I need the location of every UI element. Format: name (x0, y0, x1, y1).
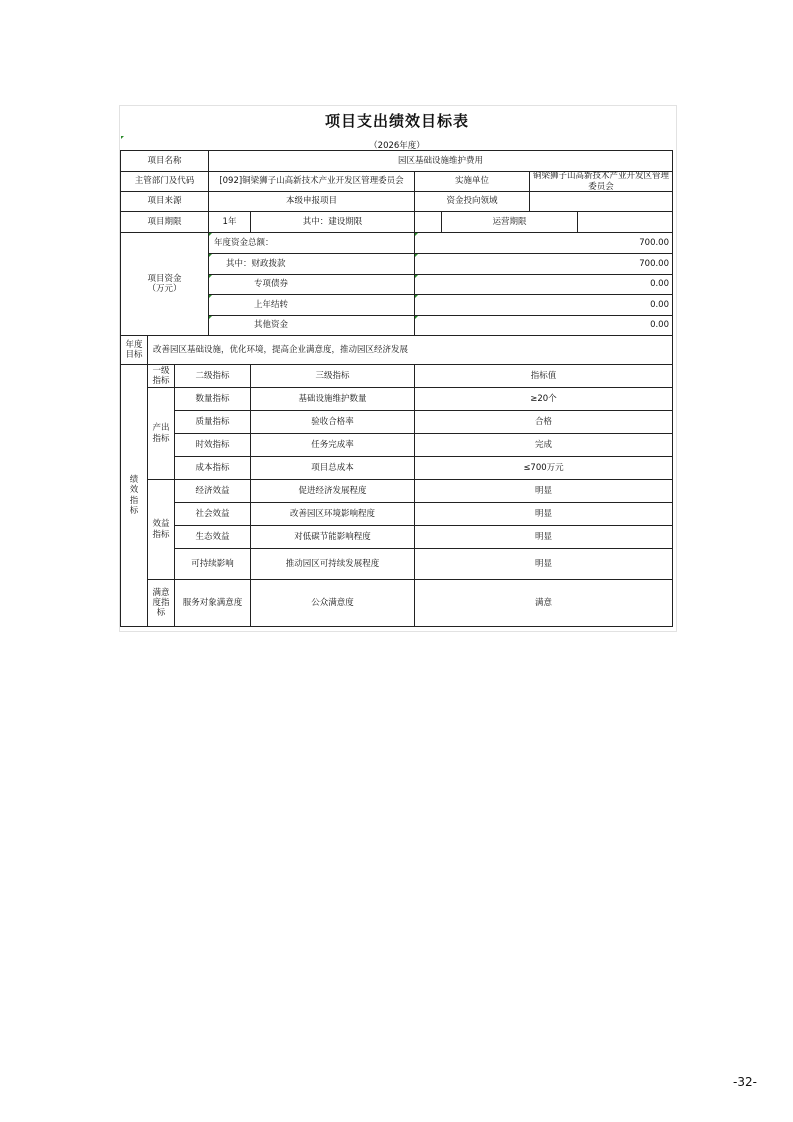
header-value-text: 指标值 (530, 370, 557, 381)
comment-marker-icon (209, 254, 212, 257)
operate-value (577, 211, 673, 233)
operate-label (441, 211, 578, 233)
impl-label (414, 171, 530, 192)
build-value (414, 211, 442, 233)
build-label (250, 211, 415, 233)
header-level1 (147, 364, 175, 388)
impl-value-text: 铜梁狮子山高新技术产业开发区管理委员会 (532, 171, 669, 192)
direction-label (414, 191, 530, 212)
comment-marker-icon (415, 233, 418, 236)
indicator-value-text: 完成 (534, 439, 552, 450)
group-label-text: 满意度指标 (152, 587, 170, 619)
indicator-level2-text: 数量指标 (195, 393, 230, 404)
indicator-level3-text: 推动园区可持续发展程度 (285, 558, 380, 569)
indicator-value (414, 479, 673, 503)
comment-marker-icon (415, 316, 418, 319)
indicator-level2-text: 社会效益 (195, 508, 230, 519)
indicator-level3-text: 项目总成本 (311, 462, 354, 473)
group-label (147, 579, 175, 627)
period-value-text: 1年 (222, 216, 237, 227)
header-level3 (250, 364, 415, 388)
period-label-text: 项目期限 (147, 216, 182, 227)
fund-name-text: 年度资金总额： (214, 237, 274, 248)
indicator-level2-text: 可持续影响 (191, 558, 234, 569)
project-name-label-text: 项目名称 (147, 155, 182, 166)
page-number: -32- (733, 1075, 757, 1089)
fund-name-text: 其中：财政拨款 (226, 258, 286, 269)
indicator-level3-text: 公众满意度 (311, 597, 354, 608)
indicator-value-text: 合格 (534, 416, 552, 427)
build-label-text: 其中：建设期限 (302, 216, 363, 227)
group-label (147, 479, 175, 580)
sheet-title: 项目支出绩效目标表 (324, 112, 469, 130)
direction-value (529, 191, 673, 212)
goal-label-text: 年度目标 (125, 339, 143, 360)
fund-name (208, 274, 415, 295)
indicator-level3-text: 验收合格率 (311, 416, 354, 427)
fund-value-text: 0.00 (650, 320, 669, 331)
indicator-value-text: 满意 (534, 597, 552, 608)
project-name-value (208, 150, 673, 172)
fund-value (414, 253, 673, 275)
indicator-level3 (250, 387, 415, 411)
indicator-value-text: 明显 (534, 558, 552, 569)
goal-label (120, 335, 148, 365)
impl-value (529, 171, 673, 192)
indicator-level3 (250, 433, 415, 457)
fund-name-text: 其他资金 (254, 320, 289, 331)
indicator-level3-text: 任务完成率 (311, 439, 354, 450)
fund-value (414, 294, 673, 316)
goal-text (147, 335, 673, 365)
indicator-value (414, 433, 673, 457)
fund-value-text: 700.00 (639, 237, 669, 248)
indicator-level3 (250, 479, 415, 503)
fund-value (414, 232, 673, 254)
sheet-subtitle: （2026年度） (369, 141, 425, 151)
comment-marker-icon (209, 316, 212, 319)
indicator-level2 (174, 433, 251, 457)
comment-marker-icon (209, 233, 212, 236)
indicator-level2 (174, 502, 251, 526)
indicator-value-text: 明显 (534, 531, 552, 542)
dept-value-text: [092]铜梁狮子山高新技术产业开发区管理委员会 (219, 176, 404, 187)
operate-label-text: 运营期限 (492, 216, 527, 227)
indicator-level3-text: 促进经济发展程度 (298, 485, 367, 496)
header-value (414, 364, 673, 388)
indicator-level3 (250, 548, 415, 580)
fund-value (414, 315, 673, 336)
group-label-text: 产出指标 (152, 423, 170, 444)
fund-name-text: 上年结转 (254, 299, 289, 310)
header-level1-text: 一级指标 (152, 365, 170, 386)
comment-marker-icon (121, 136, 124, 139)
indicator-level3 (250, 410, 415, 434)
direction-label-text: 资金投向领域 (446, 196, 498, 207)
indicator-level3 (250, 456, 415, 480)
dept-label (120, 171, 209, 192)
indicator-level2-text: 生态效益 (195, 531, 230, 542)
indicator-value (414, 387, 673, 411)
indicator-level2 (174, 456, 251, 480)
indicator-level2 (174, 479, 251, 503)
project-name-value-text: 园区基础设施维护费用 (397, 155, 483, 166)
fund-name (208, 232, 415, 254)
indicator-level2-text: 经济效益 (195, 485, 230, 496)
funds-label-text: 项目资金 （万元） (147, 273, 182, 294)
fund-name (208, 294, 415, 316)
indicator-level3 (250, 525, 415, 549)
indicator-level3-text: 对低碳节能影响程度 (294, 531, 371, 542)
fund-value-text: 0.00 (650, 279, 669, 290)
perf-label (120, 364, 148, 627)
fund-name (208, 253, 415, 275)
fund-name (208, 315, 415, 336)
comment-marker-icon (209, 295, 212, 298)
indicator-level2-text: 时效指标 (195, 439, 230, 450)
fund-value-text: 700.00 (639, 258, 669, 269)
indicator-level2-text: 质量指标 (195, 416, 230, 427)
indicator-value (414, 525, 673, 549)
indicator-level2-text: 服务对象满意度 (182, 597, 243, 608)
indicator-value (414, 410, 673, 434)
comment-marker-icon (415, 254, 418, 257)
fund-value-text: 0.00 (650, 299, 669, 310)
indicator-value-text: 明显 (534, 508, 552, 519)
indicator-level2 (174, 579, 251, 627)
header-level2 (174, 364, 251, 388)
indicator-value-text: ≤700万元 (523, 462, 564, 473)
indicator-level2-text: 成本指标 (195, 462, 230, 473)
indicator-level3-text: 基础设施维护数量 (298, 393, 367, 404)
period-label (120, 211, 209, 233)
indicator-value (414, 502, 673, 526)
source-label-text: 项目来源 (147, 196, 182, 207)
indicator-level3 (250, 579, 415, 627)
indicator-value-text: ≥20个 (530, 393, 557, 404)
dept-value (208, 171, 415, 192)
indicator-level3-text: 改善园区环境影响程度 (289, 508, 375, 519)
indicator-level3 (250, 502, 415, 526)
source-label (120, 191, 209, 212)
funds-label (120, 232, 209, 336)
comment-marker-icon (415, 275, 418, 278)
indicator-level2 (174, 387, 251, 411)
indicator-value (414, 579, 673, 627)
goal-text-text: 改善园区基础设施，优化环境，提高企业满意度，推动园区经济发展 (153, 344, 409, 355)
source-value (208, 191, 415, 212)
dept-label-text: 主管部门及代码 (134, 176, 195, 187)
fund-name-text: 专项债券 (254, 279, 289, 290)
source-value-text: 本级申报项目 (285, 196, 337, 207)
indicator-level2 (174, 525, 251, 549)
indicator-level2 (174, 410, 251, 434)
indicator-level2 (174, 548, 251, 580)
fund-value (414, 274, 673, 295)
comment-marker-icon (415, 295, 418, 298)
header-level2-text: 二级指标 (195, 370, 230, 381)
header-level3-text: 三级指标 (315, 370, 350, 381)
indicator-value (414, 548, 673, 580)
project-name-label (120, 150, 209, 172)
impl-label-text: 实施单位 (454, 176, 489, 187)
group-label-text: 效益指标 (152, 519, 170, 540)
period-value (208, 211, 251, 233)
perf-label-text: 绩效指标 (129, 475, 139, 516)
group-label (147, 387, 175, 480)
comment-marker-icon (209, 275, 212, 278)
indicator-value-text: 明显 (534, 485, 552, 496)
indicator-value (414, 456, 673, 480)
